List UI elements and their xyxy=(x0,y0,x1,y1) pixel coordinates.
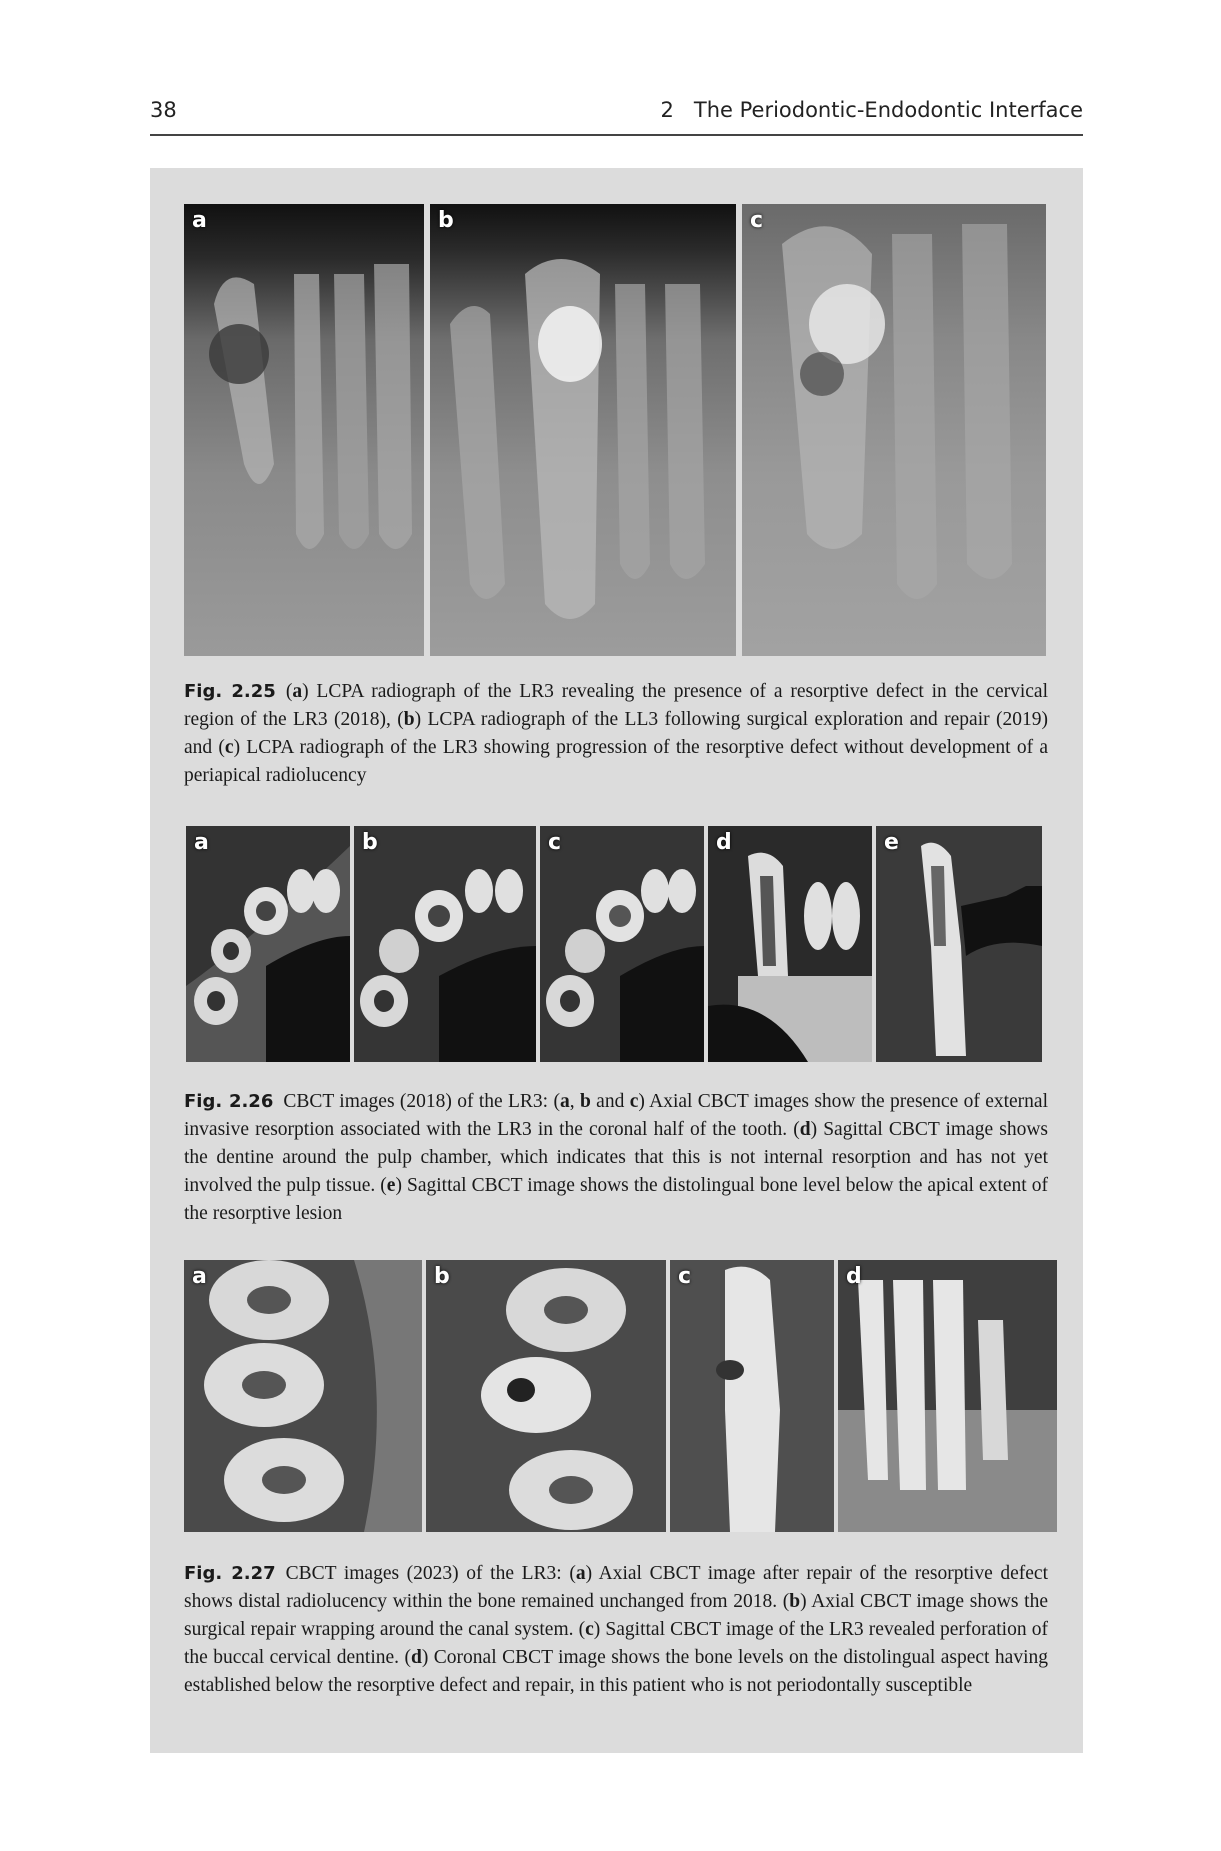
fig-2-26-caption xyxy=(184,1088,1048,1228)
caption-segment: ) Axial CBCT image after repair of the resorptive defect shows distal radiolucency within the bone remained unchanged from 2018. ( xyxy=(184,1563,1049,1612)
panel-label: c xyxy=(678,1264,692,1289)
radiograph-a xyxy=(184,204,424,656)
caption-segment: ) Sagittal CBCT image of the LR3 revealed perforation of the buccal cervical dentine. ( xyxy=(184,1619,1048,1668)
panel-label: b xyxy=(438,208,454,233)
caption-panel-ref: c xyxy=(224,737,234,758)
figure-number: Fig. 2.25 xyxy=(184,681,276,702)
fig-2-27-caption xyxy=(184,1560,1048,1700)
cbct-2023-d xyxy=(838,1260,1057,1532)
cbct-2018-b xyxy=(354,826,536,1062)
fig-2-25-images xyxy=(184,204,1046,656)
cbct-2018-b-image xyxy=(354,826,536,1062)
caption-panel-ref: b xyxy=(579,1091,591,1112)
cbct-2023-c-image xyxy=(670,1260,834,1532)
caption-segment: ) Sagittal CBCT image shows the distolingual bone level below the apical extent of the resorptive lesion xyxy=(184,1175,1048,1224)
panel-label: c xyxy=(548,830,562,855)
caption-panel-ref: d xyxy=(410,1647,422,1668)
caption-segment: ) LCPA radiograph of the LR3 showing progression of the resorptive defect without development of a periapical radiolucency xyxy=(184,737,1048,786)
fig-2-25-caption xyxy=(184,678,1048,790)
cbct-2018-d xyxy=(708,826,872,1062)
caption-segment: ) LCPA radiograph of the LL3 following surgical exploration and repair (2019) and ( xyxy=(184,709,1048,758)
caption-panel-ref: c xyxy=(585,1619,594,1640)
panel-label: a xyxy=(192,208,207,233)
fig-2-26-images xyxy=(186,826,1042,1062)
figure-number: Fig. 2.26 xyxy=(184,1091,274,1112)
panel-label: d xyxy=(716,830,732,855)
radiograph-b-image xyxy=(430,204,736,656)
radiograph-c xyxy=(742,204,1046,656)
caption-panel-ref: a xyxy=(559,1091,570,1112)
cbct-2023-b xyxy=(426,1260,666,1532)
caption-panel-ref: b xyxy=(789,1591,801,1612)
cbct-2018-a xyxy=(186,826,350,1062)
cbct-2018-e xyxy=(876,826,1042,1062)
cbct-2018-c xyxy=(540,826,704,1062)
page-header xyxy=(150,92,1083,132)
caption-segment: , xyxy=(569,1091,580,1112)
caption-segment: CBCT images (2018) of the LR3: ( xyxy=(283,1091,560,1112)
caption-text xyxy=(184,1563,1048,1696)
panel-label: a xyxy=(192,1264,207,1289)
cbct-2018-e-image xyxy=(876,826,1042,1062)
figure-panel xyxy=(150,168,1083,1753)
page-number: 38 xyxy=(150,98,177,122)
caption-segment: and xyxy=(590,1091,630,1112)
caption-panel-ref: a xyxy=(575,1563,586,1584)
fig-2-27-images xyxy=(184,1260,1057,1532)
cbct-2023-d-image xyxy=(838,1260,1057,1532)
figure-number: Fig. 2.27 xyxy=(184,1563,276,1584)
panel-label: d xyxy=(846,1264,862,1289)
caption-panel-ref: a xyxy=(292,681,303,702)
radiograph-a-image xyxy=(184,204,424,656)
radiograph-c-image xyxy=(742,204,1046,656)
cbct-2018-c-image xyxy=(540,826,704,1062)
caption-segment: ) Sagittal CBCT image shows the dentine around the pulp chamber, which indicates that this is not internal resorption and has not yet involved the pulp tissue. ( xyxy=(184,1119,1049,1196)
cbct-2018-d-image xyxy=(708,826,872,1062)
caption-text xyxy=(184,1091,1048,1224)
caption-segment: ) Axial CBCT images show the presence of external invasive resorption associated with the LR3 in the coronal half of the tooth. ( xyxy=(184,1091,1048,1140)
caption-panel-ref: d xyxy=(799,1119,811,1140)
cbct-2023-a-image xyxy=(184,1260,422,1532)
caption-segment: ) Coronal CBCT image shows the bone levels on the distolingual aspect having established below the resorptive defect and repair, in this patient who is not periodontally susceptible xyxy=(184,1647,1048,1696)
panel-label: a xyxy=(194,830,209,855)
running-head: 2 The Periodontic-Endodontic Interface xyxy=(660,98,1083,122)
cbct-2023-a xyxy=(184,1260,422,1532)
cbct-2018-a-image xyxy=(186,826,350,1062)
cbct-2023-b-image xyxy=(426,1260,666,1532)
panel-label: b xyxy=(362,830,378,855)
caption-segment: ( xyxy=(285,681,293,702)
header-rule xyxy=(150,134,1083,136)
cbct-2023-c xyxy=(670,1260,834,1532)
caption-panel-ref: c xyxy=(629,1091,639,1112)
panel-label: c xyxy=(750,208,764,233)
panel-label: b xyxy=(434,1264,450,1289)
caption-segment: CBCT images (2023) of the LR3: ( xyxy=(285,1563,576,1584)
caption-panel-ref: e xyxy=(386,1175,396,1196)
caption-text xyxy=(184,681,1048,786)
caption-panel-ref: b xyxy=(403,709,415,730)
radiograph-b xyxy=(430,204,736,656)
panel-label: e xyxy=(884,830,899,855)
caption-segment: ) Axial CBCT image shows the surgical repair wrapping around the canal system. ( xyxy=(184,1591,1048,1640)
caption-segment: ) LCPA radiograph of the LR3 revealing the presence of a resorptive defect in the cervical region of the LR3 (2018), ( xyxy=(184,681,1048,730)
